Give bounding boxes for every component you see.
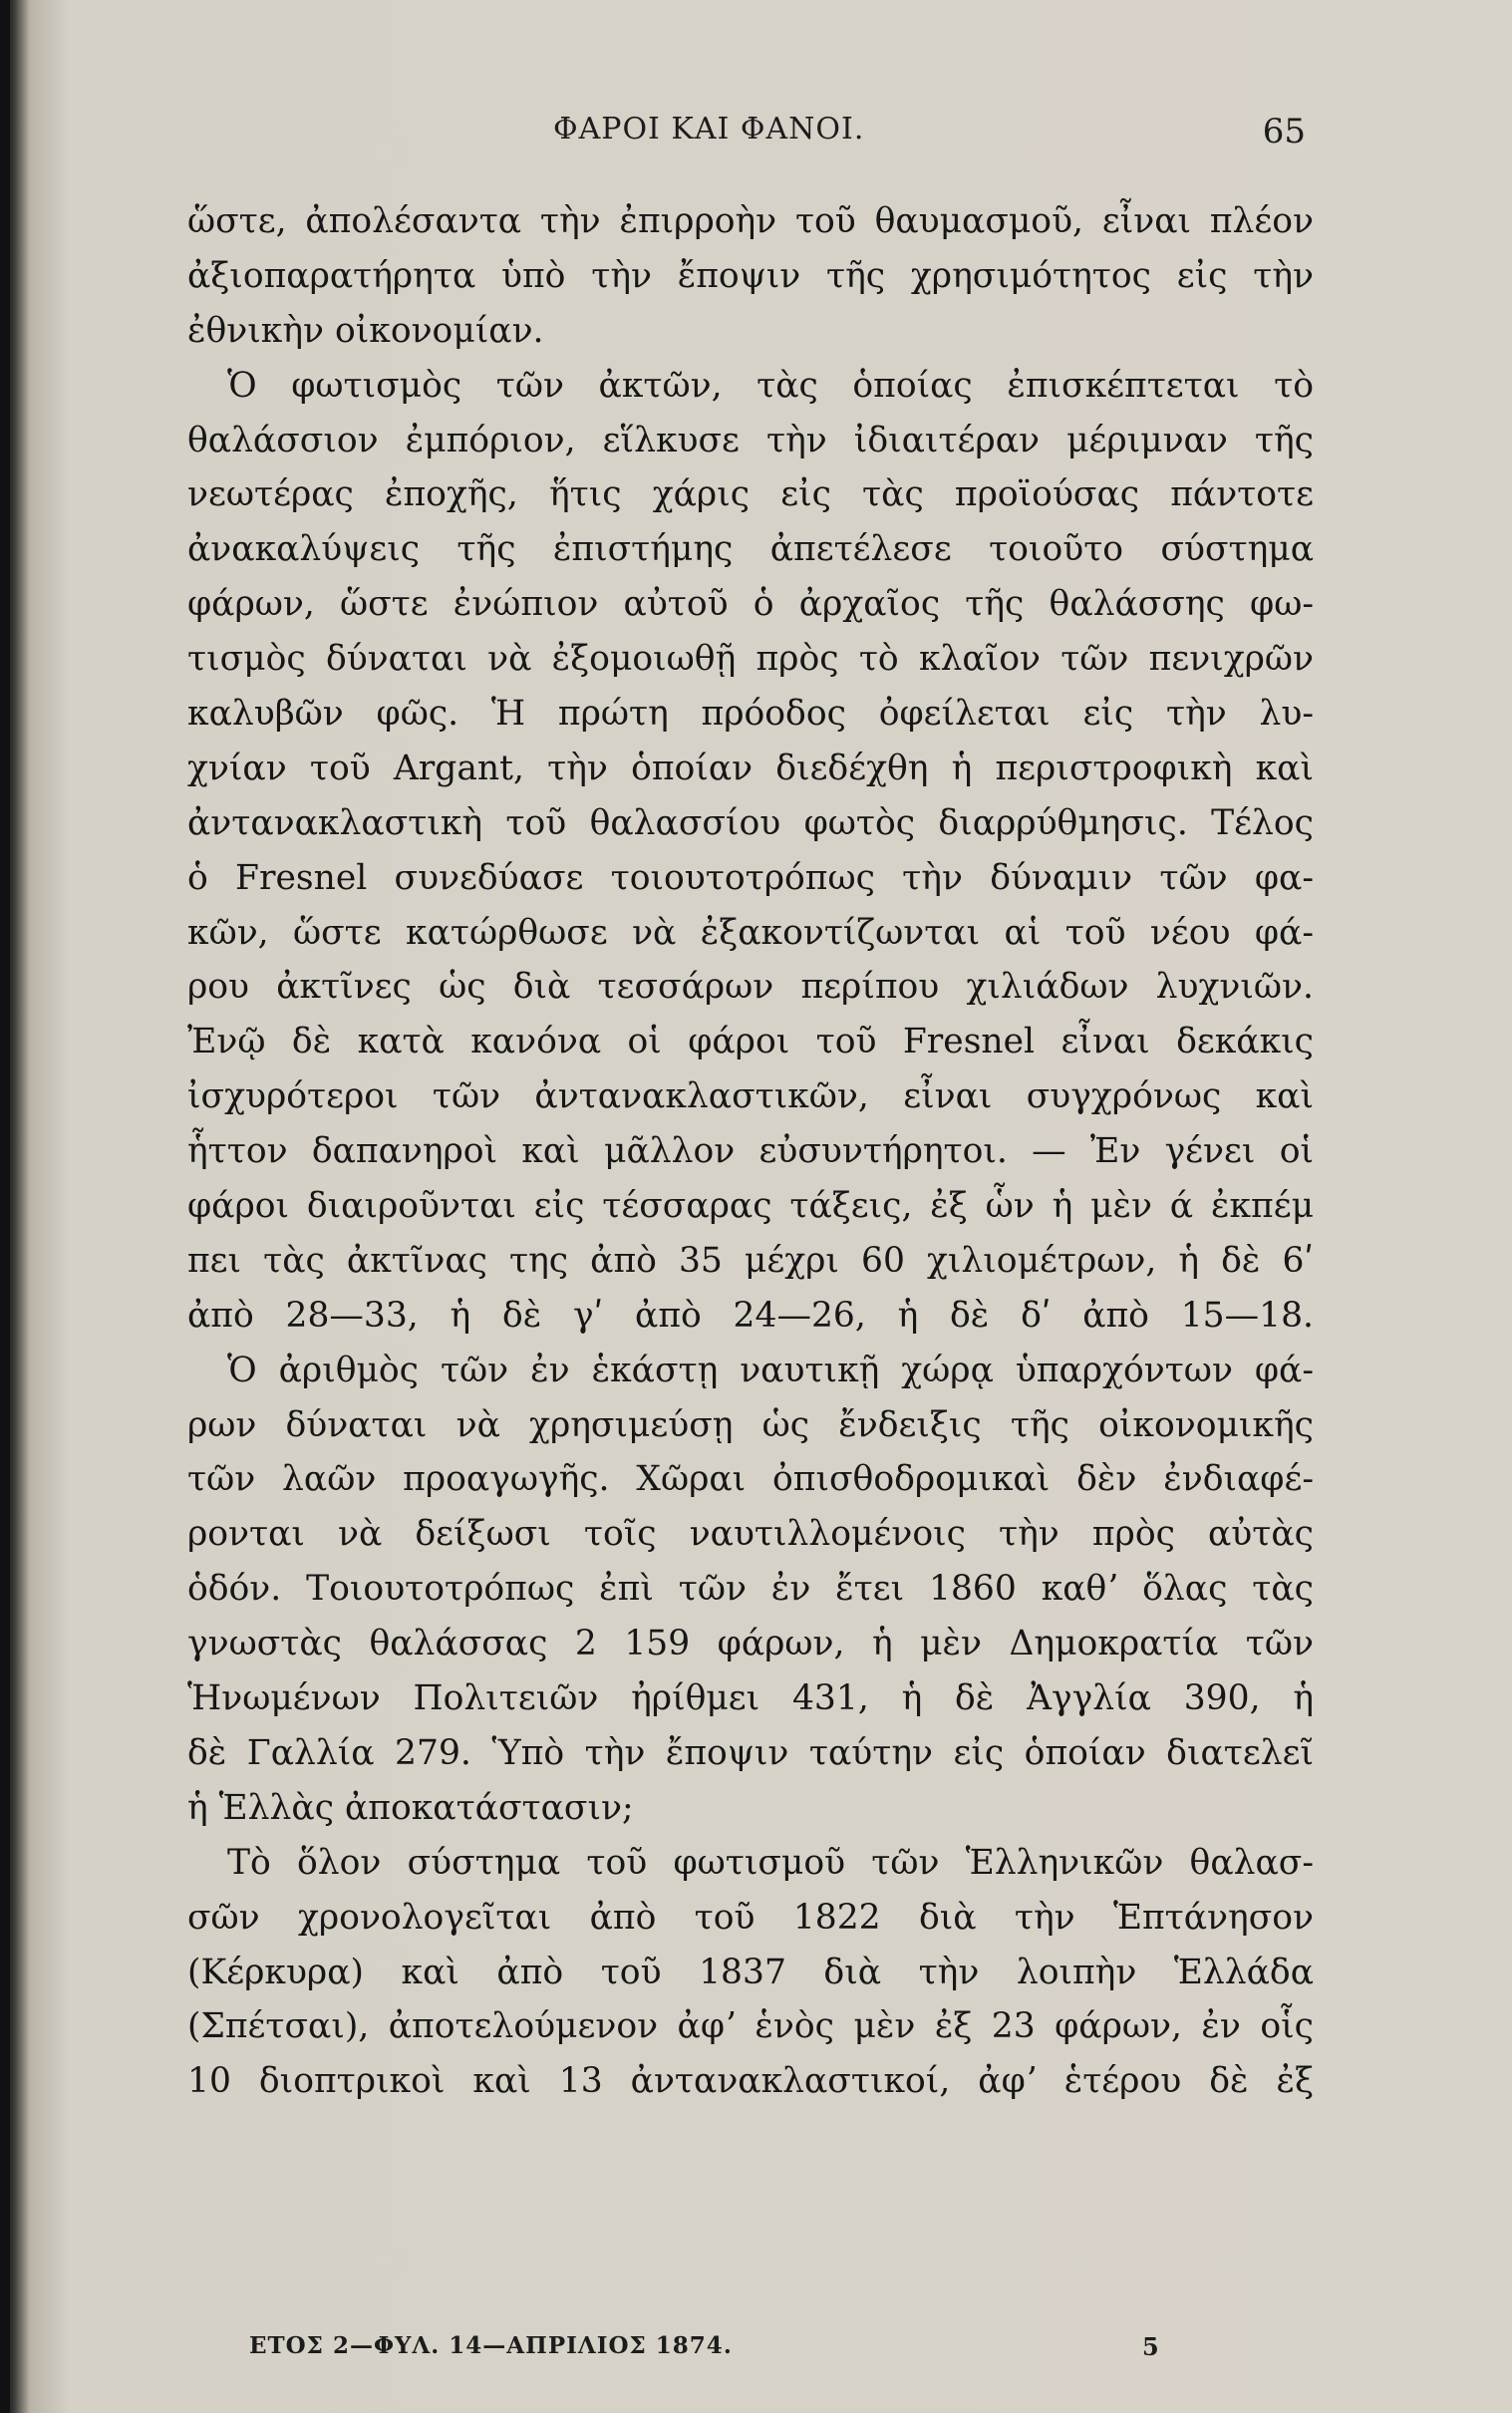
text-line: γνωστὰς θαλάσσας 2 159 φάρων, ἡ μὲν Δημοκρατία τῶν xyxy=(187,1624,1314,1664)
text-line: (Κέρκυρα) καὶ ἀπὸ τοῦ 1837 διὰ τὴν λοιπὴν Ἑλλάδα xyxy=(187,1952,1314,1992)
text-line: ἀπὸ 28—33, ἡ δὲ γʹ ἀπὸ 24—26, ἡ δὲ δʹ ἀπὸ 15—18. xyxy=(187,1295,1314,1336)
text-line: φάροι διαιροῦνται εἰς τέσσαρας τάξεις, ἐξ ὧν ἡ μὲν ά ἐκπέμ xyxy=(187,1186,1314,1227)
text-line: ἡ Ἑλλὰς ἀποκατάστασιν; xyxy=(187,1787,634,1828)
text-line: Ὁ φωτισμὸς τῶν ἀκτῶν, τὰς ὁποίας ἐπισκέπτεται τὸ xyxy=(227,365,1314,406)
text-line: ἀνακαλύψεις τῆς ἐπιστήμης ἀπετέλεσε τοιοῦτο σύστημα xyxy=(187,529,1314,570)
text-line: ἐθνικὴν οἰκονομίαν. xyxy=(187,310,544,351)
text-line: 10 διοπτρικοὶ καὶ 13 ἀντανακλαστικοί, ἀφʼ ἑτέρου δὲ ἐξ xyxy=(187,2061,1314,2102)
text-line: ἧττον δαπανηροὶ καὶ μᾶλλον εὐσυντήρητοι. — Ἐν γένει οἱ xyxy=(187,1131,1314,1172)
page-number: 65 xyxy=(1262,112,1306,151)
text-line: πει τὰς ἀκτῖνας της ἀπὸ 35 μέχρι 60 χιλιομέτρων, ἡ δὲ 6ʹ xyxy=(187,1240,1314,1281)
text-line: Ἡνωμένων Πολιτειῶν ἠρίθμει 431, ἡ δὲ Ἀγγλία 390, ἡ xyxy=(187,1678,1314,1719)
book-gutter-edge xyxy=(0,0,10,2413)
printer-signature: ΕΤΟΣ 2—ΦΥΛ. 14—ΑΠΡΙΛΙΟΣ 1874. xyxy=(249,2332,733,2359)
text-line: Ἐνῷ δὲ κατὰ κανόνα οἱ φάροι τοῦ Fresnel εἶναι δεκάκις xyxy=(187,1022,1314,1062)
text-line: ρου ἀκτῖνες ὡς διὰ τεσσάρων περίπου χιλιάδων λυχνιῶν. xyxy=(187,967,1314,1008)
text-line: χνίαν τοῦ Argant, τὴν ὁποίαν διεδέχθη ἡ περιστροφικὴ καὶ xyxy=(187,748,1314,788)
running-title: ΦΑΡΟΙ ΚΑΙ ΦΑΝΟΙ. xyxy=(553,112,865,147)
text-line: τῶν λαῶν προαγωγῆς. Χῶραι ὀπισθοδρομικαὶ δὲν ἐνδιαφέ- xyxy=(187,1459,1314,1500)
text-line: ἀντανακλαστικὴ τοῦ θαλασσίου φωτὸς διαρρύθμησις. Τέλος xyxy=(187,802,1314,843)
text-line: τισμὸς δύναται νὰ ἐξομοιωθῇ πρὸς τὸ κλαῖον τῶν πενιχρῶν xyxy=(187,639,1314,680)
page-footer xyxy=(249,2332,1246,2372)
text-line: ἰσχυρότεροι τῶν ἀντανακλαστικῶν, εἶναι συγχρόνως καὶ xyxy=(187,1076,1314,1117)
page-header xyxy=(199,112,1316,161)
text-line: Τὸ ὅλον σύστημα τοῦ φωτισμοῦ τῶν Ἑλληνικῶν θαλασ- xyxy=(227,1842,1314,1883)
body-text xyxy=(187,194,1314,2109)
text-line: θαλάσσιον ἐμπόριον, εἵλκυσε τὴν ἰδιαιτέραν μέριμναν τῆς xyxy=(187,420,1314,460)
text-line: δὲ Γαλλία 279. Ὑπὸ τὴν ἔποψιν ταύτην εἰς ὁποίαν διατελεῖ xyxy=(187,1732,1314,1773)
text-line: νεωτέρας ἐποχῆς, ἥτις χάρις εἰς τὰς προϊούσας πάντοτε xyxy=(187,474,1314,515)
text-line: ὥστε, ἀπολέσαντα τὴν ἐπιρροὴν τοῦ θαυμασμοῦ, εἶναι πλέον xyxy=(187,201,1314,241)
text-line: καλυβῶν φῶς. Ἡ πρώτη πρόοδος ὀφείλεται εἰς τὴν λυ- xyxy=(187,694,1314,735)
text-line: ὁ Fresnel συνεδύασε τοιουτοτρόπως τὴν δύναμιν τῶν φα- xyxy=(187,857,1314,898)
text-line: φάρων, ὥστε ἐνώπιον αὐτοῦ ὁ ἀρχαῖος τῆς θαλάσσης φω- xyxy=(187,584,1314,625)
signature-mark: 5 xyxy=(1142,2332,1159,2361)
text-line: ἀξιοπαρατήρητα ὑπὸ τὴν ἔποψιν τῆς χρησιμότητος εἰς τὴν xyxy=(187,255,1314,296)
text-line: (Σπέτσαι), ἀποτελούμενον ἀφʼ ἑνὸς μὲν ἐξ 23 φάρων, ἐν οἷς xyxy=(187,2006,1314,2047)
text-line: ρονται νὰ δείξωσι τοῖς ναυτιλλομένοις τὴν πρὸς αὐτὰς xyxy=(187,1514,1314,1555)
text-line: ρων δύναται νὰ χρησιμεύσῃ ὡς ἔνδειξις τῆς οἰκονομικῆς xyxy=(187,1404,1314,1445)
text-line: σῶν χρονολογεῖται ἀπὸ τοῦ 1822 διὰ τὴν Ἑπτάνησον xyxy=(187,1897,1314,1938)
text-line: κῶν, ὥστε κατώρθωσε νὰ ἐξακοντίζωνται αἱ τοῦ νέου φά- xyxy=(187,912,1314,953)
text-line: Ὁ ἀριθμὸς τῶν ἐν ἑκάστῃ ναυτικῇ χώρᾳ ὑπαρχόντων φά- xyxy=(227,1350,1314,1390)
text-line: ὁδόν. Τοιουτοτρόπως ἐπὶ τῶν ἐν ἔτει 1860 καθʼ ὅλας τὰς xyxy=(187,1569,1314,1610)
